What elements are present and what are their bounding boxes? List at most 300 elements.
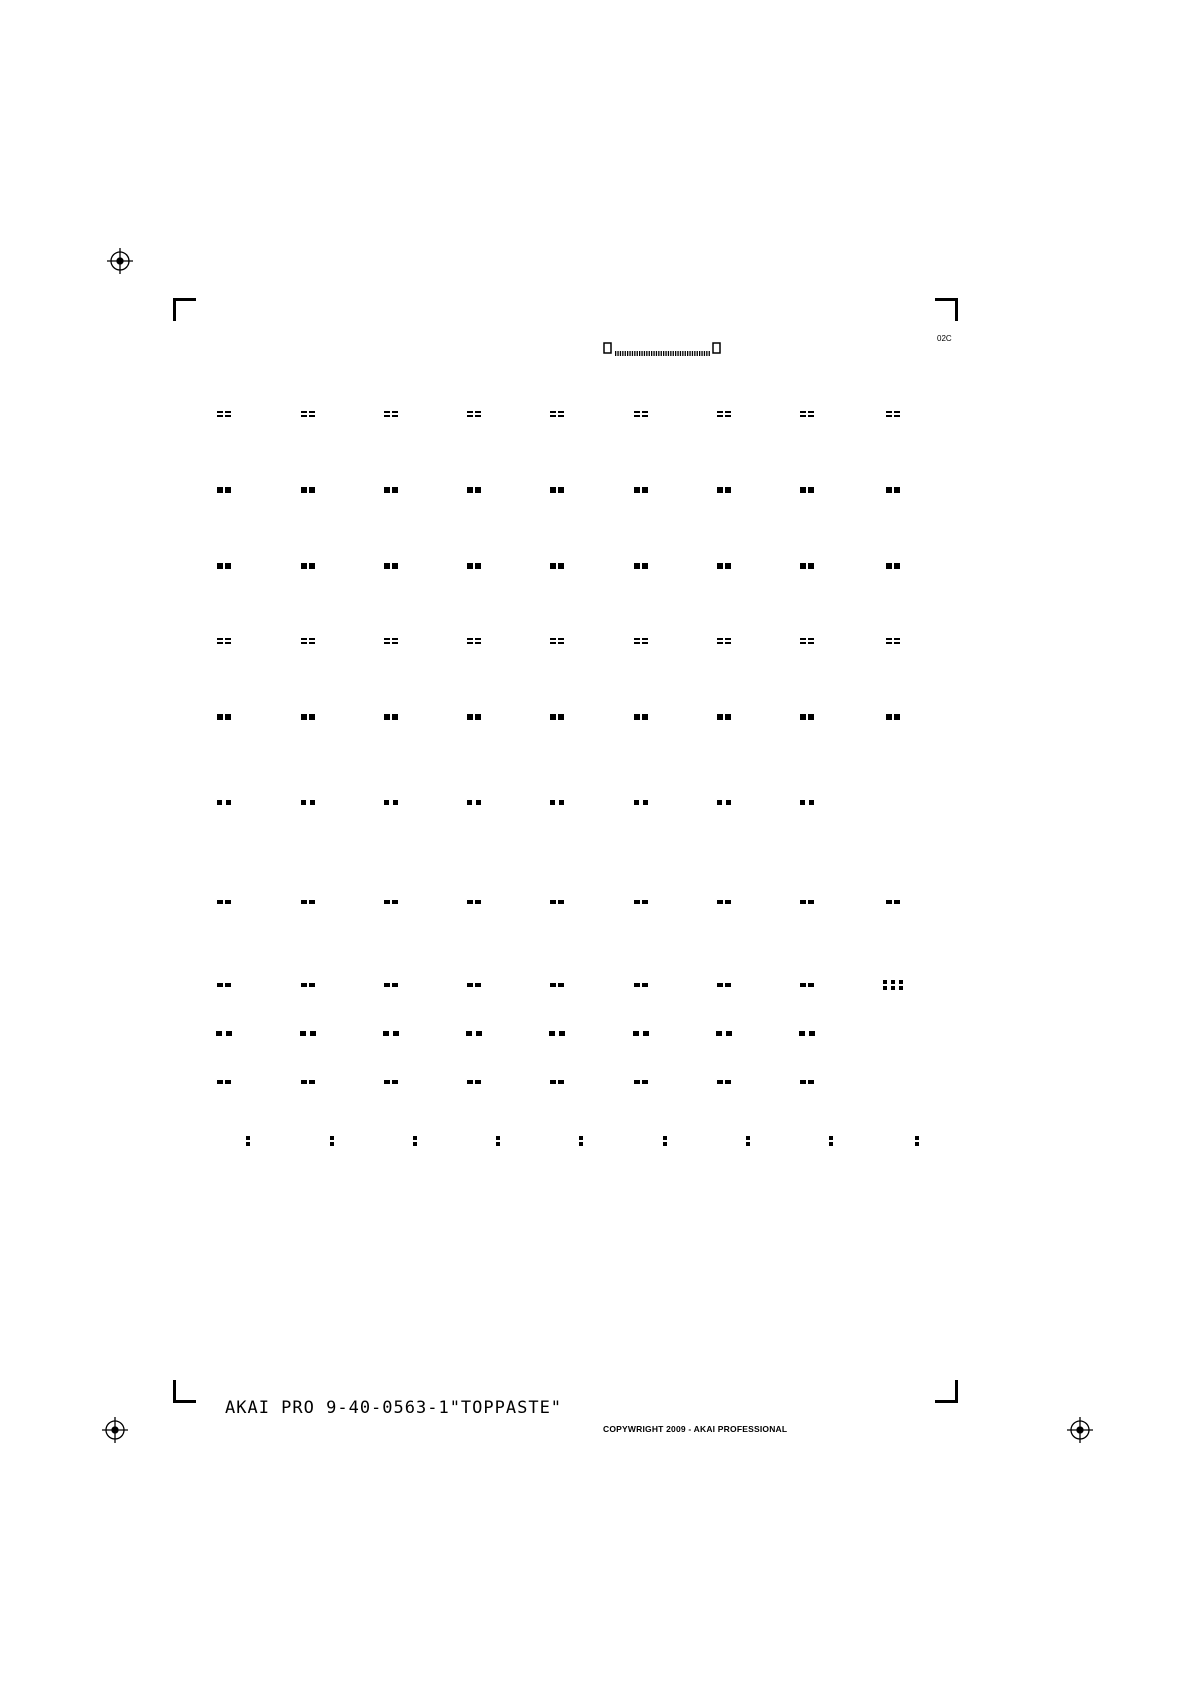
pad-half bbox=[725, 900, 731, 904]
pad-half bbox=[883, 986, 887, 990]
pad-half bbox=[384, 800, 389, 805]
pad-half bbox=[725, 638, 731, 640]
connector-footprint bbox=[604, 343, 720, 356]
pad-half bbox=[717, 983, 723, 987]
pad-half bbox=[808, 642, 814, 644]
pad-half bbox=[392, 1080, 398, 1084]
pad-half bbox=[393, 1031, 399, 1036]
connector-pin bbox=[697, 351, 698, 356]
pad-half bbox=[558, 411, 564, 413]
pad-half bbox=[558, 1080, 564, 1084]
pad-half bbox=[809, 1031, 815, 1036]
component-pad-r6-c3 bbox=[384, 800, 398, 805]
component-pad-r2-c4 bbox=[467, 487, 481, 493]
component-pad-r10-c7 bbox=[717, 1080, 731, 1084]
connector-pin bbox=[658, 351, 659, 356]
pad-half bbox=[886, 638, 892, 640]
pad-half bbox=[475, 900, 481, 904]
pad-half bbox=[800, 1080, 806, 1084]
pad-half bbox=[550, 900, 556, 904]
pad-half bbox=[309, 487, 315, 493]
pad-half bbox=[217, 487, 223, 493]
component-pad-r3-c6 bbox=[634, 563, 648, 569]
pad-half bbox=[550, 800, 555, 805]
pad-half bbox=[558, 642, 564, 644]
connector-pin bbox=[634, 351, 635, 356]
pad-half bbox=[558, 487, 564, 493]
component-pad-r1-c8 bbox=[800, 411, 814, 417]
pad-half bbox=[467, 800, 472, 805]
pad-half bbox=[643, 800, 648, 805]
copyright-label: COPYWRIGHT 2009 - AKAI PROFESSIONAL bbox=[603, 1424, 788, 1434]
pad-half bbox=[894, 638, 900, 640]
pad-half bbox=[559, 800, 564, 805]
component-pad-r11-c3 bbox=[413, 1136, 417, 1146]
component-pad-r3-c9 bbox=[886, 563, 900, 569]
component-pad-r11-c5 bbox=[579, 1136, 583, 1146]
component-pad-r4-c6 bbox=[634, 638, 648, 644]
component-pad-r8-c7 bbox=[717, 983, 731, 987]
pad-half bbox=[829, 1136, 833, 1140]
pad-half bbox=[642, 983, 648, 987]
pad-half bbox=[475, 638, 481, 640]
component-pad-r4-c1 bbox=[217, 638, 231, 644]
pad-half bbox=[226, 800, 231, 805]
pad-half bbox=[467, 415, 473, 417]
pad-half bbox=[746, 1142, 750, 1146]
pad-half bbox=[894, 642, 900, 644]
pad-half bbox=[225, 714, 231, 720]
component-pad-r5-c7 bbox=[717, 714, 731, 720]
pad-half bbox=[217, 714, 223, 720]
pad-half bbox=[808, 415, 814, 417]
pad-half bbox=[894, 415, 900, 417]
connector-pin bbox=[706, 351, 707, 356]
pad-half bbox=[301, 415, 307, 417]
pad-half bbox=[808, 638, 814, 640]
component-pad-r4-c3 bbox=[384, 638, 398, 644]
pad-half bbox=[384, 411, 390, 413]
component-pad-r7-c3 bbox=[384, 900, 398, 904]
pad-half bbox=[301, 638, 307, 640]
pad-half bbox=[393, 800, 398, 805]
component-pad-r2-c5 bbox=[550, 487, 564, 493]
pad-half bbox=[717, 1080, 723, 1084]
component-pad-r6-c7 bbox=[717, 800, 731, 805]
pad-half bbox=[384, 714, 390, 720]
pad-half bbox=[894, 487, 900, 493]
pad-half bbox=[301, 900, 307, 904]
pad-half bbox=[800, 800, 805, 805]
pad-half bbox=[392, 642, 398, 644]
pad-half bbox=[467, 1080, 473, 1084]
component-pad-r1-c9 bbox=[886, 411, 900, 417]
pad-half bbox=[310, 800, 315, 805]
pad-half bbox=[392, 411, 398, 413]
pad-half bbox=[634, 1080, 640, 1084]
pad-half bbox=[246, 1136, 250, 1140]
component-pad-r3-c7 bbox=[717, 563, 731, 569]
component-pad-r11-c9 bbox=[915, 1136, 919, 1146]
pad-half bbox=[558, 983, 564, 987]
component-pad-r8-c3 bbox=[384, 983, 398, 987]
pad-half bbox=[476, 800, 481, 805]
pad-half bbox=[558, 900, 564, 904]
pad-half bbox=[579, 1136, 583, 1140]
component-pad-r11-c2 bbox=[330, 1136, 334, 1146]
pad-half bbox=[549, 1031, 555, 1036]
pad-half bbox=[550, 411, 556, 413]
pad-half bbox=[225, 1080, 231, 1084]
fiducial-bottom-left bbox=[102, 1417, 128, 1443]
component-pad-r3-c5 bbox=[550, 563, 564, 569]
connector-pin bbox=[701, 351, 702, 356]
component-pad-r7-c8 bbox=[800, 900, 814, 904]
component-pad-r11-c7 bbox=[746, 1136, 750, 1146]
component-pad-r2-c7 bbox=[717, 487, 731, 493]
pad-half bbox=[800, 714, 806, 720]
pad-half bbox=[634, 638, 640, 640]
component-pad-r8-c4 bbox=[467, 983, 481, 987]
component-pad-r5-c6 bbox=[634, 714, 648, 720]
pad-half bbox=[225, 411, 231, 413]
pad-half bbox=[725, 415, 731, 417]
pad-half bbox=[496, 1136, 500, 1140]
pad-half bbox=[475, 563, 481, 569]
pad-half bbox=[886, 642, 892, 644]
component-pad-r4-c2 bbox=[301, 638, 315, 644]
pad-half bbox=[392, 900, 398, 904]
pad-half bbox=[642, 900, 648, 904]
connector-pin bbox=[685, 351, 686, 356]
pad-half bbox=[886, 900, 892, 904]
pad-half bbox=[894, 411, 900, 413]
pad-half bbox=[717, 563, 723, 569]
connector-pin bbox=[625, 351, 626, 356]
component-pad-r6-c6 bbox=[634, 800, 648, 805]
connector-pin bbox=[670, 351, 671, 356]
pad-half bbox=[475, 714, 481, 720]
pad-half bbox=[559, 1031, 565, 1036]
pad-half bbox=[217, 800, 222, 805]
pad-half bbox=[800, 900, 806, 904]
pad-half bbox=[558, 714, 564, 720]
component-pad-r6-c2 bbox=[301, 800, 315, 805]
connector-pin bbox=[617, 351, 618, 356]
pad-half bbox=[634, 800, 639, 805]
pad-half bbox=[467, 983, 473, 987]
component-pad-r2-c3 bbox=[384, 487, 398, 493]
component-pad-r6-c4 bbox=[467, 800, 481, 805]
pad-half bbox=[550, 638, 556, 640]
pad-half bbox=[392, 563, 398, 569]
component-pad-r1-c7 bbox=[717, 411, 731, 417]
pad-half bbox=[634, 411, 640, 413]
connector-pin bbox=[709, 351, 710, 356]
component-pad-r5-c3 bbox=[384, 714, 398, 720]
pad-half bbox=[579, 1142, 583, 1146]
component-pad-r10-c3 bbox=[384, 1080, 398, 1084]
pad-half bbox=[392, 714, 398, 720]
component-pad-r7-c9 bbox=[886, 900, 900, 904]
pad-half bbox=[309, 642, 315, 644]
connector-pin bbox=[704, 351, 705, 356]
pad-half bbox=[217, 642, 223, 644]
pad-half bbox=[717, 714, 723, 720]
connector-pin bbox=[692, 351, 693, 356]
component-pad-r7-c4 bbox=[467, 900, 481, 904]
pad-half bbox=[467, 900, 473, 904]
pad-half bbox=[886, 714, 892, 720]
pad-half bbox=[894, 900, 900, 904]
pad-half bbox=[800, 487, 806, 493]
connector-pin bbox=[656, 351, 657, 356]
component-pad-r3-c2 bbox=[301, 563, 315, 569]
pad-half bbox=[216, 1031, 222, 1036]
pad-half bbox=[634, 487, 640, 493]
pad-half bbox=[475, 411, 481, 413]
pad-half bbox=[883, 980, 887, 984]
component-pad-r7-c6 bbox=[634, 900, 648, 904]
component-pad-r7-c7 bbox=[717, 900, 731, 904]
component-pad-r1-c2 bbox=[301, 411, 315, 417]
component-pad-r9-c6 bbox=[633, 1031, 649, 1036]
pad-half bbox=[384, 487, 390, 493]
pad-half bbox=[717, 411, 723, 413]
connector-pin bbox=[675, 351, 676, 356]
pad-half bbox=[725, 487, 731, 493]
pad-half bbox=[217, 563, 223, 569]
connector-pin bbox=[632, 351, 633, 356]
pad-half bbox=[642, 487, 648, 493]
component-pad-r1-c5 bbox=[550, 411, 564, 417]
pad-half bbox=[886, 563, 892, 569]
pad-half bbox=[725, 983, 731, 987]
component-pad-r11-c8 bbox=[829, 1136, 833, 1146]
pad-half bbox=[217, 411, 223, 413]
pad-half bbox=[301, 411, 307, 413]
pad-half bbox=[301, 642, 307, 644]
pad-half bbox=[643, 1031, 649, 1036]
pad-half bbox=[310, 1031, 316, 1036]
pad-grid bbox=[216, 411, 919, 1146]
connector-pin bbox=[665, 351, 666, 356]
pad-half bbox=[800, 415, 806, 417]
component-pad-r3-c4 bbox=[467, 563, 481, 569]
pad-half bbox=[309, 714, 315, 720]
crop-mark-bottom-right bbox=[935, 1380, 958, 1403]
pad-half bbox=[217, 900, 223, 904]
pad-half bbox=[642, 563, 648, 569]
component-pad-r5-c2 bbox=[301, 714, 315, 720]
pad-half bbox=[392, 638, 398, 640]
pad-half bbox=[392, 983, 398, 987]
part-number-label: AKAI PRO 9-40-0563-1"TOPPASTE" bbox=[225, 1398, 563, 1418]
pad-half bbox=[225, 415, 231, 417]
pad-half bbox=[800, 411, 806, 413]
pad-half bbox=[799, 1031, 805, 1036]
pad-half bbox=[301, 487, 307, 493]
pad-half bbox=[808, 487, 814, 493]
component-pad-r10-c5 bbox=[550, 1080, 564, 1084]
component-pad-r3-c3 bbox=[384, 563, 398, 569]
component-pad-r9-c5 bbox=[549, 1031, 565, 1036]
pad-half bbox=[309, 1080, 315, 1084]
pad-half bbox=[330, 1142, 334, 1146]
pad-half bbox=[476, 1031, 482, 1036]
pad-half bbox=[894, 563, 900, 569]
pad-half bbox=[475, 983, 481, 987]
pad-half bbox=[800, 983, 806, 987]
pad-half bbox=[915, 1136, 919, 1140]
pad-half bbox=[808, 1080, 814, 1084]
component-pad-r5-c8 bbox=[800, 714, 814, 720]
pad-half bbox=[726, 800, 731, 805]
pad-half bbox=[725, 714, 731, 720]
pad-half bbox=[634, 642, 640, 644]
fiducial-bottom-right bbox=[1067, 1417, 1093, 1443]
connector-mount-right bbox=[713, 343, 720, 353]
connector-pin bbox=[615, 351, 616, 356]
pad-half bbox=[717, 638, 723, 640]
component-pad-r10-c4 bbox=[467, 1080, 481, 1084]
pad-half bbox=[309, 415, 315, 417]
pad-half bbox=[800, 642, 806, 644]
component-pad-r2-c2 bbox=[301, 487, 315, 493]
pad-half bbox=[634, 563, 640, 569]
pad-half bbox=[475, 487, 481, 493]
pad-half bbox=[301, 563, 307, 569]
pad-half bbox=[717, 900, 723, 904]
component-pad-r11-c4 bbox=[496, 1136, 500, 1146]
pad-half bbox=[642, 714, 648, 720]
pad-half bbox=[633, 1031, 639, 1036]
pad-half bbox=[467, 642, 473, 644]
pad-half bbox=[634, 714, 640, 720]
pad-half bbox=[384, 563, 390, 569]
pad-half bbox=[550, 487, 556, 493]
component-pad-r8-c2 bbox=[301, 983, 315, 987]
component-pad-r9-c1 bbox=[216, 1031, 232, 1036]
component-pad-r5-c1 bbox=[217, 714, 231, 720]
component-pad-r8-c6 bbox=[634, 983, 648, 987]
pad-half bbox=[246, 1142, 250, 1146]
connector-pin bbox=[677, 351, 678, 356]
pad-half bbox=[558, 638, 564, 640]
connector-pin bbox=[661, 351, 662, 356]
pad-half bbox=[467, 487, 473, 493]
pad-half bbox=[467, 411, 473, 413]
pad-half bbox=[726, 1031, 732, 1036]
component-pad-r2-c6 bbox=[634, 487, 648, 493]
connector-pin-row bbox=[615, 351, 710, 356]
pad-half bbox=[717, 487, 723, 493]
crop-mark-top-right bbox=[935, 298, 958, 321]
component-pad-r9-c7 bbox=[716, 1031, 732, 1036]
component-pad-r9-c8 bbox=[799, 1031, 815, 1036]
pad-half bbox=[225, 642, 231, 644]
pad-half bbox=[809, 800, 814, 805]
connector-pin bbox=[651, 351, 652, 356]
pad-half bbox=[663, 1142, 667, 1146]
pad-half bbox=[225, 983, 231, 987]
pad-half bbox=[725, 642, 731, 644]
pad-half bbox=[886, 487, 892, 493]
pad-half bbox=[808, 411, 814, 413]
pad-half bbox=[800, 638, 806, 640]
component-pad-r8-c8 bbox=[800, 983, 814, 987]
pad-half bbox=[217, 1080, 223, 1084]
component-pad-r6-c1 bbox=[217, 800, 231, 805]
component-pad-r5-c5 bbox=[550, 714, 564, 720]
connector-pin bbox=[689, 351, 690, 356]
component-pad-r7-c1 bbox=[217, 900, 231, 904]
component-pad-r10-c1 bbox=[217, 1080, 231, 1084]
component-pad-r8-c5 bbox=[550, 983, 564, 987]
connector-pin bbox=[663, 351, 664, 356]
component-pad-r10-c2 bbox=[301, 1080, 315, 1084]
pad-half bbox=[642, 638, 648, 640]
pad-half bbox=[475, 415, 481, 417]
pad-half bbox=[808, 983, 814, 987]
pad-half bbox=[392, 415, 398, 417]
pad-half bbox=[225, 900, 231, 904]
crop-mark-bottom-left bbox=[173, 1380, 196, 1403]
pad-half bbox=[550, 714, 556, 720]
component-pad-r4-c7 bbox=[717, 638, 731, 644]
connector-pin bbox=[653, 351, 654, 356]
pad-half bbox=[550, 415, 556, 417]
pad-half bbox=[725, 1080, 731, 1084]
connector-pin bbox=[644, 351, 645, 356]
component-pad-r2-c8 bbox=[800, 487, 814, 493]
pad-half bbox=[217, 415, 223, 417]
pad-half bbox=[384, 1080, 390, 1084]
component-pad-r1-c6 bbox=[634, 411, 648, 417]
pad-half bbox=[384, 638, 390, 640]
connector-pin bbox=[673, 351, 674, 356]
pad-half bbox=[475, 1080, 481, 1084]
pad-half bbox=[891, 986, 895, 990]
component-pad-r8-c9-triple bbox=[883, 980, 903, 990]
connector-pin bbox=[682, 351, 683, 356]
connector-pin bbox=[687, 351, 688, 356]
pad-half bbox=[384, 642, 390, 644]
connector-pin bbox=[627, 351, 628, 356]
component-pad-r2-c1 bbox=[217, 487, 231, 493]
connector-pin bbox=[649, 351, 650, 356]
pad-half bbox=[475, 642, 481, 644]
pad-half bbox=[301, 800, 306, 805]
pad-half bbox=[550, 983, 556, 987]
connector-pin bbox=[668, 351, 669, 356]
pad-half bbox=[301, 983, 307, 987]
pad-half bbox=[886, 411, 892, 413]
pad-half bbox=[808, 714, 814, 720]
connector-pin bbox=[699, 351, 700, 356]
pad-half bbox=[642, 415, 648, 417]
pad-half bbox=[899, 980, 903, 984]
pad-half bbox=[301, 1080, 307, 1084]
connector-pin bbox=[622, 351, 623, 356]
pad-half bbox=[717, 800, 722, 805]
pad-half bbox=[413, 1142, 417, 1146]
component-pad-r3-c8 bbox=[800, 563, 814, 569]
component-pad-r4-c4 bbox=[467, 638, 481, 644]
pad-half bbox=[496, 1142, 500, 1146]
component-pad-r9-c2 bbox=[300, 1031, 316, 1036]
pad-half bbox=[300, 1031, 306, 1036]
